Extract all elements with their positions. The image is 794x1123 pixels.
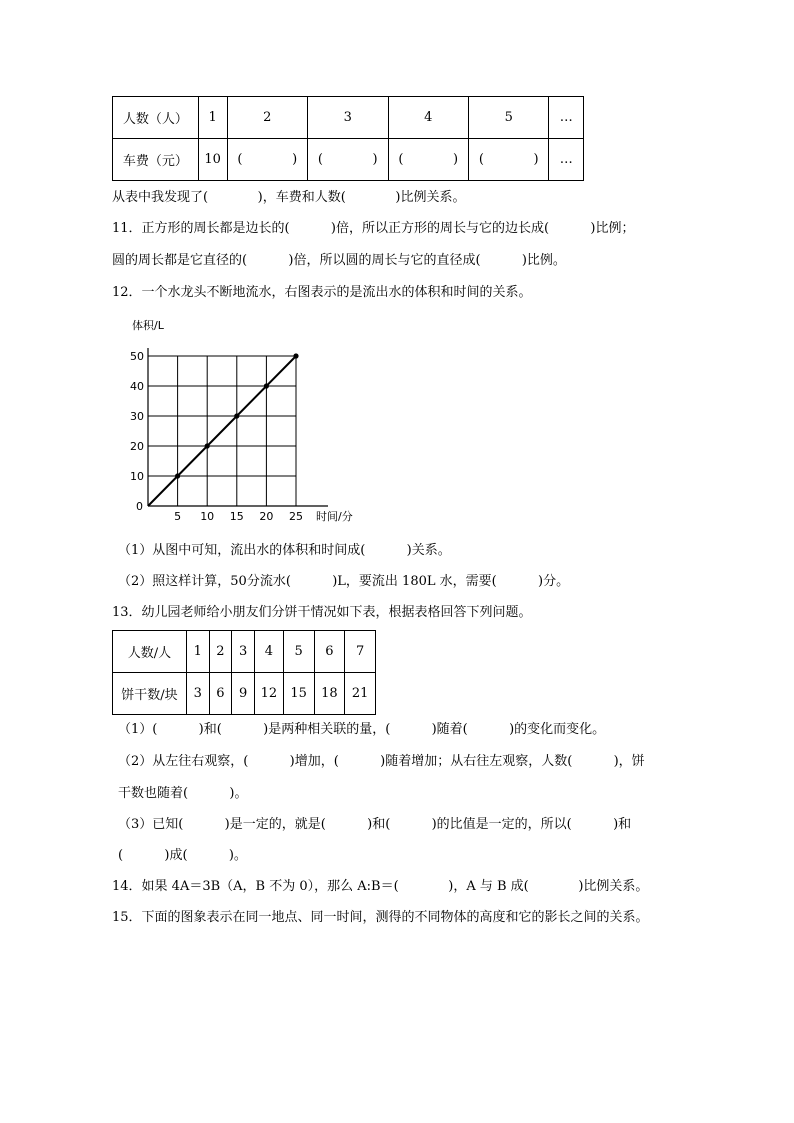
cookie-table-cell: 4 [255,631,284,673]
fare-table-cell: … [549,97,584,139]
cookie-table-cell: 3 [232,631,255,673]
chart-data-point [175,473,180,478]
fare-table-blank[interactable]: ( ) [227,139,307,181]
chart-series [148,353,299,506]
q13-sub1: （1）( )和( )是两种相关联的量，( )随着( )的变化而变化。 [118,722,606,737]
q13-stem: 13．幼儿园老师给小朋友们分饼干情况如下表，根据表格回答下列问题。 [112,605,532,620]
chart-origin-label: 0 [136,500,143,513]
chart-ylabel: 体积/L [132,319,164,332]
fare-table [112,96,584,181]
fare-table-cell: 4 [388,97,468,139]
q12-stem: 12．一个水龙头不断地流水，右图表示的是流出水的体积和时间的关系。 [112,285,532,300]
cookie-table-cell: 2 [209,631,232,673]
q10-tail-text: 从表中我发现了( )，车费和人数( )比例关系。 [112,190,466,205]
chart-y-tick-label: 30 [130,410,144,423]
cookie-table-cell: 15 [283,673,314,715]
cookie-table-header-cookies: 饼干数/块 [113,673,187,715]
volume-time-chart [118,310,378,530]
cookie-table-cell: 6 [209,673,232,715]
cookie-table-cell: 3 [186,673,209,715]
chart-axes [148,348,328,506]
fare-table-cell: 2 [227,97,307,139]
chart-xlabel: 时间/分 [316,510,353,523]
fare-table-cell: … [549,139,584,181]
q15-text: 15．下面的图象表示在同一地点、同一时间，测得的不同物体的高度和它的影长之间的关系。 [112,910,649,925]
q13-sub2-line2: 干数也随着( )。 [118,786,248,801]
cookie-table-header-people: 人数/人 [113,631,187,673]
cookie-table-cell: 5 [283,631,314,673]
q13-sub3-line2: ( )成( )。 [118,848,247,863]
chart-x-tick-label: 10 [200,510,215,523]
q13-sub2-line1: （2）从左往右观察，( )增加，( )随着增加；从右往左观察，人数( )，饼 [118,754,645,769]
chart-y-tick-label: 10 [130,470,144,483]
chart-data-point [293,353,298,358]
chart-y-tick-label: 40 [130,380,144,393]
q14-text: 14．如果 4A＝3B（A，B 不为 0），那么 A:B＝( )，A 与 B 成( )比例关系。 [112,879,649,894]
fare-table-cell: 1 [198,97,227,139]
fare-table-header-people: 人数（人） [113,97,199,139]
q12-sub2: （2）照这样计算，50分流水( )L，要流出 180L 水，需要( )分。 [118,574,570,589]
chart-data-point [264,383,269,388]
q12-sub1: （1）从图中可知，流出水的体积和时间成( )关系。 [118,543,451,558]
cookie-table-cell: 1 [186,631,209,673]
fare-table-header-fare: 车费（元） [113,139,199,181]
fare-table-cell: 5 [468,97,548,139]
cookie-table-cell: 6 [314,631,345,673]
fare-table-cell: 3 [308,97,388,139]
cookie-table-cell: 12 [255,673,284,715]
q11-line2: 圆的周长都是它直径的( )倍，所以圆的周长与它的直径成( )比例。 [112,253,566,268]
fare-table-cell: 10 [198,139,227,181]
q11-line1: 11．正方形的周长都是边长的( )倍，所以正方形的周长与它的边长成( )比例； [112,221,635,236]
fare-table-blank[interactable]: ( ) [388,139,468,181]
chart-x-tick-label: 5 [174,510,182,523]
fare-table-blank[interactable]: ( ) [468,139,548,181]
chart-x-tick-label: 25 [289,510,303,523]
chart-y-tick-label: 50 [130,350,144,363]
chart-x-tick-label: 20 [259,510,274,523]
q13-sub3-line1: （3）已知( )是一定的，就是( )和( )的比值是一定的，所以( )和 [118,817,632,832]
chart-series-line [148,356,296,506]
fare-table-blank[interactable]: ( ) [308,139,388,181]
cookie-table-cell: 21 [345,673,376,715]
cookie-table-cell: 9 [232,673,255,715]
cookie-table [112,630,376,715]
cookie-table-cell: 18 [314,673,345,715]
chart-data-point [205,443,210,448]
chart-x-tick-label: 15 [229,510,244,523]
chart-data-point [234,413,239,418]
chart-y-tick-label: 20 [130,440,144,453]
cookie-table-cell: 7 [345,631,376,673]
